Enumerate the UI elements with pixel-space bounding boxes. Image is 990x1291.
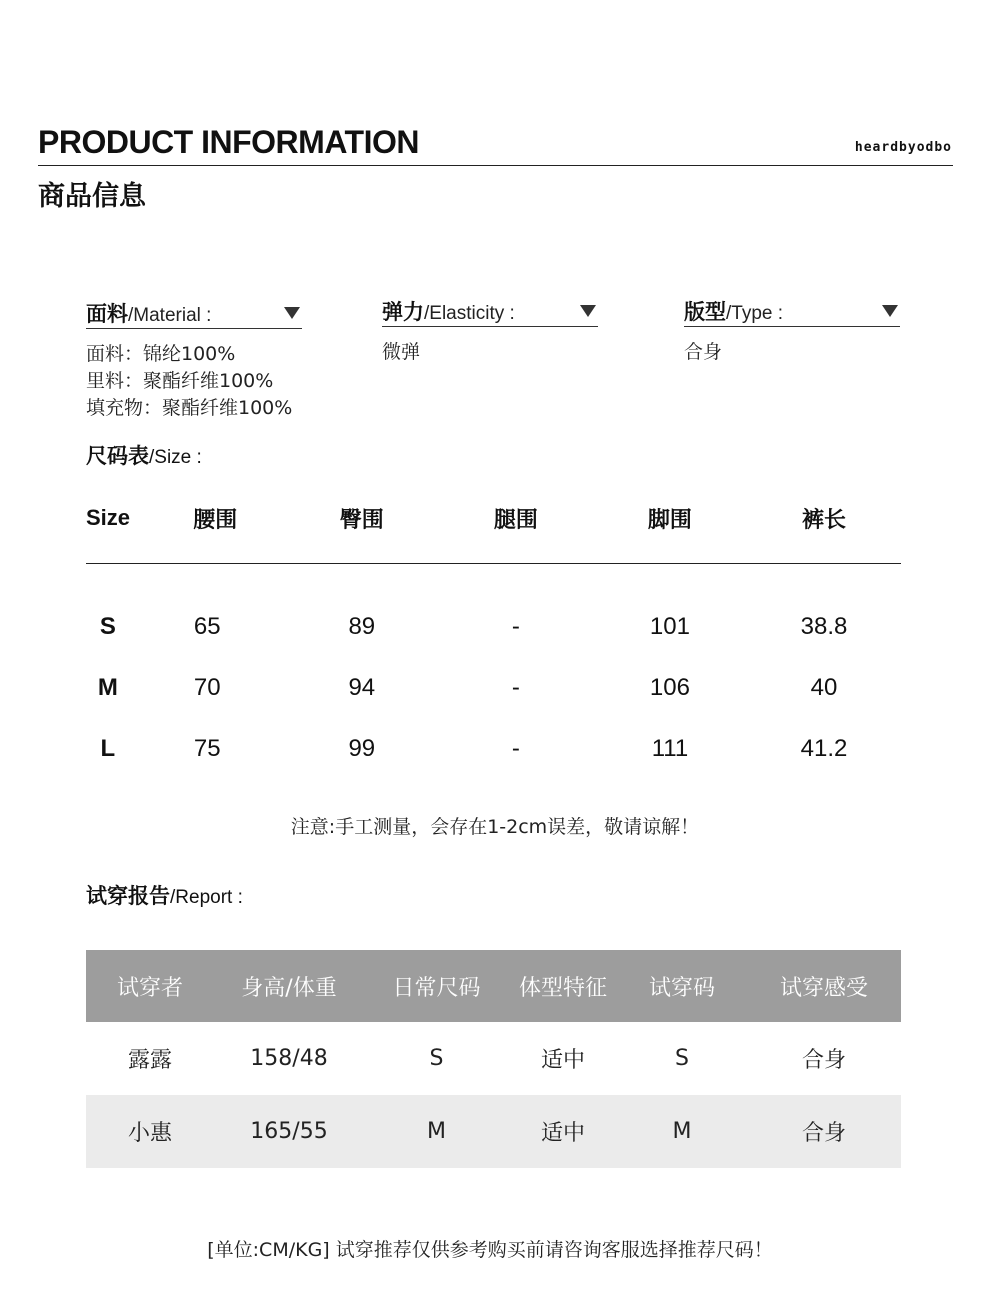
elasticity-label-en: /Elasticity : — [424, 303, 515, 324]
size-cell: 70 — [193, 673, 221, 701]
brand-logo: heardbyodbo — [854, 140, 952, 155]
size-header-cell: 裤长 — [801, 506, 846, 532]
size-cell: 111 — [651, 734, 689, 762]
size-label-cn: 尺码表 — [86, 444, 149, 468]
size-cell: - — [511, 734, 520, 762]
size-cell: 99 — [348, 734, 376, 762]
report-cell: 露露 — [127, 1048, 172, 1073]
size-table — [86, 500, 901, 779]
report-label-cn: 试穿报告 — [86, 884, 170, 908]
type-label-en: /Type : — [726, 303, 784, 324]
material-block — [86, 298, 302, 422]
size-label-en: /Size : — [149, 447, 202, 468]
report-header-cell: 体型特征 — [509, 950, 617, 1022]
size-header-cell: Size — [86, 505, 131, 530]
report-cell: 小惠 — [86, 1095, 214, 1168]
report-table — [86, 950, 901, 1168]
material-header[interactable] — [86, 298, 302, 329]
size-cell: M — [97, 673, 118, 701]
report-cell: 适中 — [540, 1048, 585, 1073]
elasticity-values — [382, 339, 598, 366]
size-cell: - — [511, 612, 520, 640]
type-values — [684, 339, 900, 366]
report-header-cell: 日常尺码 — [364, 950, 509, 1022]
elasticity-block — [382, 296, 598, 366]
report-cell: 适中 — [509, 1095, 617, 1168]
table-row — [86, 1022, 901, 1095]
material-value: 填充物：聚酯纤维100% — [86, 397, 293, 419]
size-cell: 65 — [193, 612, 221, 640]
dropdown-triangle-icon[interactable] — [882, 305, 898, 317]
report-label-en: /Report : — [170, 887, 243, 908]
size-cell: 38.8 — [800, 612, 848, 640]
type-label-cn: 版型 — [684, 300, 726, 324]
material-value: 里料：聚酯纤维100% — [86, 370, 274, 392]
size-section-label — [86, 440, 202, 470]
report-cell: 158/48 — [250, 1046, 328, 1071]
size-cell: - — [511, 673, 520, 701]
report-header-cell: 试穿感受 — [747, 950, 901, 1022]
type-header[interactable] — [684, 296, 900, 327]
size-header-cell: 腰围 — [193, 506, 238, 532]
report-cell: S — [429, 1046, 444, 1071]
report-section-label — [86, 880, 243, 910]
report-header-cell: 身高/体重 — [214, 950, 364, 1022]
report-cell: 合身 — [801, 1048, 846, 1073]
elasticity-value: 微弹 — [382, 341, 421, 363]
size-cell: 75 — [193, 734, 221, 762]
material-label-cn: 面料 — [86, 302, 128, 326]
type-block — [684, 296, 900, 366]
material-value: 面料：锦纶100% — [86, 343, 236, 365]
report-cell: M — [617, 1095, 747, 1168]
size-header-cell: 脚围 — [647, 506, 692, 532]
elasticity-label-cn: 弹力 — [382, 300, 424, 324]
table-row — [86, 657, 901, 718]
size-table-header — [86, 500, 901, 536]
size-cell: L — [100, 734, 116, 762]
size-cell: 41.2 — [800, 734, 848, 762]
size-cell: 106 — [649, 673, 690, 701]
page-title: PRODUCT INFORMATION — [38, 124, 419, 160]
report-cell: S — [675, 1046, 689, 1071]
dropdown-triangle-icon[interactable] — [284, 307, 300, 319]
size-header-cell: 腿围 — [493, 506, 538, 532]
table-row — [86, 1095, 901, 1168]
material-label-en: /Material : — [128, 305, 212, 326]
size-table-divider — [86, 563, 901, 564]
footer-note: [单位:CM/KG] 试穿推荐仅供参考购买前请咨询客服选择推荐尺码！ — [207, 1239, 773, 1261]
size-cell: 94 — [348, 673, 376, 701]
material-values — [86, 341, 302, 422]
size-cell: S — [99, 612, 116, 640]
report-cell: 165/55 — [214, 1095, 364, 1168]
table-row — [86, 718, 901, 779]
report-header-cell: 试穿码 — [617, 950, 747, 1022]
size-cell: 101 — [649, 612, 690, 640]
size-cell: 40 — [810, 673, 838, 701]
size-table-body — [86, 596, 901, 779]
table-row — [86, 596, 901, 657]
report-header-cell: 试穿者 — [86, 950, 214, 1022]
elasticity-header[interactable] — [382, 296, 598, 327]
report-cell: M — [364, 1095, 509, 1168]
report-table-header — [86, 950, 901, 1022]
dropdown-triangle-icon[interactable] — [580, 305, 596, 317]
header-divider — [38, 165, 953, 166]
type-value: 合身 — [684, 341, 723, 363]
page-subtitle: 商品信息 — [38, 181, 146, 212]
size-header-cell: 臀围 — [339, 506, 384, 532]
size-cell: 89 — [348, 612, 376, 640]
report-cell: 合身 — [747, 1095, 901, 1168]
measurement-note: 注意:手工测量，会存在1-2cm误差，敬请谅解！ — [290, 816, 700, 838]
